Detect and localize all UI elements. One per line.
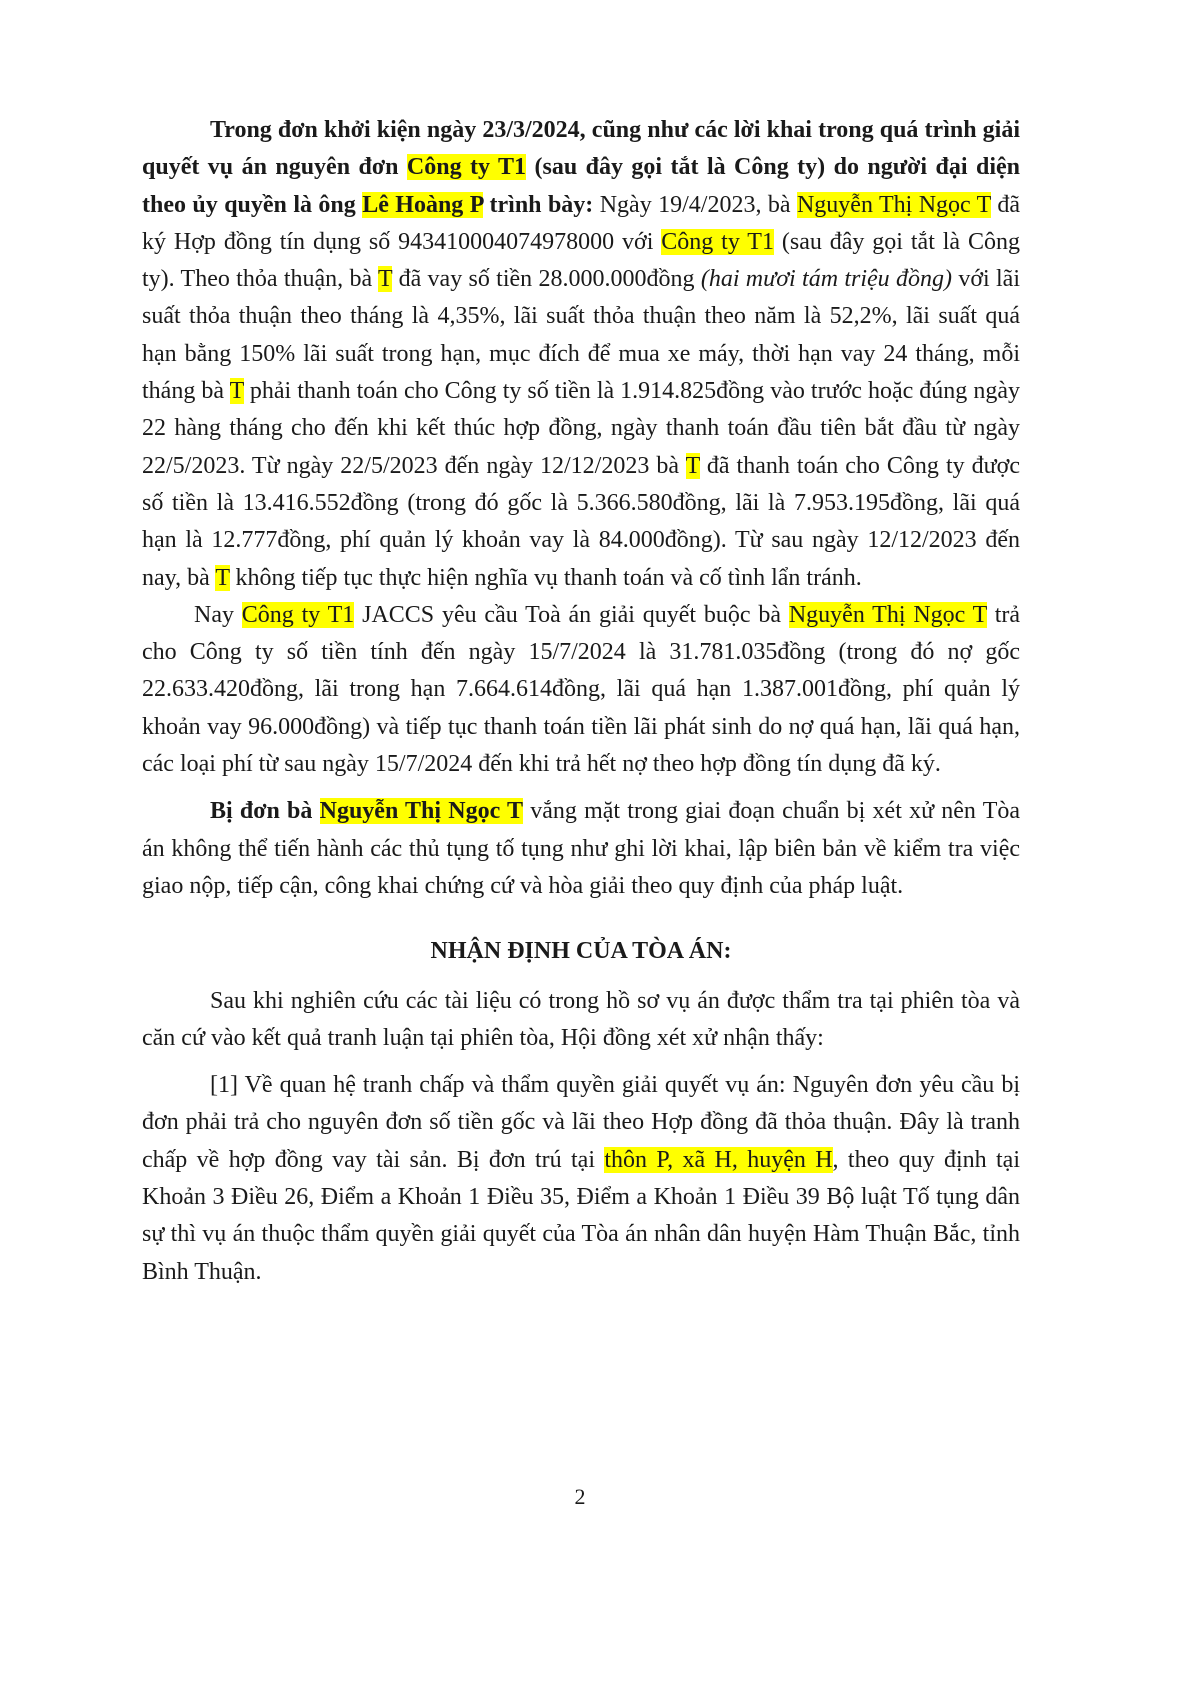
highlighted-text: T (229, 378, 244, 405)
text-segment: , theo quy định tại Khoản 3 Điều 26, Điểm a Khoản 1 Điều 35, Điểm a Khoản 1 Điều 39 Bộ luật Tố tụng dân sự thì vụ án thuộc thẩm quyền giải quyết của Tòa án nhân dân huyện Hàm Thuận Bắc, tỉnh Bình Thuận. (142, 1146, 1021, 1285)
highlighted-text: Công ty T1 (406, 154, 527, 181)
highlighted-text: Nguyễn Thị Ngọc T (319, 798, 524, 825)
text-segment: đã thanh toán cho Công ty được số tiền là 13.416.552đồng (trong đó gốc là 5.366.580đồng, lãi là 7.953.195đồng, lãi quá hạn là 12.777đồng, phí quản lý khoản vay là 84.000đồng). Từ sau ngày 12/12/2023 đến nay, bà (142, 452, 1020, 591)
highlighted-text: Công ty T1 (241, 601, 355, 628)
text-segment: Sau khi nghiên cứu các tài liệu có trong hồ sơ vụ án được thẩm tra tại phiên tòa và căn cứ vào kết quả tranh luận tại phiên tòa, Hội đồng xét xử nhận thấy: (142, 987, 1020, 1051)
document-page (142, 112, 1020, 1291)
highlighted-text: thôn P, xã H, huyện H (604, 1146, 833, 1173)
text-segment: trình bày: (483, 191, 594, 218)
plaintiff-claim-paragraph (142, 112, 1020, 597)
highlighted-text: Công ty T1 (661, 228, 774, 255)
defendant-paragraph (142, 793, 1020, 905)
text-segment: Trong đơn khởi kiện ngày 23/3/2024, cũng như các lời khai trong quá trình giải quyết vụ án nguyên đơn (142, 117, 1020, 181)
page-number: 2 (574, 1484, 586, 1509)
section-heading (142, 933, 1020, 970)
text-segment: phải thanh toán cho Công ty số tiền là 1.914.825đồng vào trước hoặc đúng ngày 22 hàng tháng cho đến khi kết thúc hợp đồng, ngày thanh toán đầu tiên bắt đầu từ ngày 22/5/2023. Từ ngày 22/5/2023 đến ngày 12/12/2023 bà (142, 378, 1020, 479)
text-segment: (hai mươi tám triệu đồng) (700, 266, 952, 293)
text-segment: trả cho Công ty số tiền tính đến ngày 15/7/2024 là 31.781.035đồng (trong đó nợ gốc 22.633.420đồng, lãi trong hạn 7.664.614đồng, lãi quá hạn 1.387.001đồng, phí quản lý khoản vay 96.000đồng) và tiếp tục thanh toán tiền lãi phát sinh do nợ quá hạn, lãi quá hạn, các loại phí từ sau ngày 15/7/2024 đến khi trả hết nợ theo hợp đồng tín dụng đã ký. (142, 601, 1021, 778)
text-segment: NHẬN ĐỊNH CỦA TÒA ÁN: (430, 938, 732, 965)
finding-1-paragraph (142, 1067, 1020, 1291)
plaintiff-request-paragraph (142, 597, 1020, 783)
text-segment: không tiếp tục thực hiện nghĩa vụ thanh toán và cố tình lẩn tránh. (229, 564, 862, 591)
text-segment: đã vay số tiền 28.000.000đồng (392, 266, 701, 293)
text-segment: (sau đây gọi tắt là Công ty) do người đại diện theo ủy quyền là ông (142, 154, 1021, 218)
text-segment: JACCS yêu cầu Toà án giải quyết buộc bà (354, 601, 789, 628)
text-segment: đã ký Hợp đồng tín dụng số 943410004074978000 với (142, 191, 1021, 255)
text-segment: với lãi suất thỏa thuận theo tháng là 4,35%, lãi suất thỏa thuận theo năm là 52,2%, lãi suất quá hạn bằng 150% lãi suất trong hạn, mục đích để mua xe máy, thời hạn vay 24 tháng, mỗi tháng bà (142, 266, 1020, 405)
highlighted-text: T (378, 266, 393, 293)
text-segment: [1] Về quan hệ tranh chấp và thẩm quyền giải quyết vụ án: Nguyên đơn yêu cầu bị đơn phải trả cho nguyên đơn số tiền gốc và lãi theo Hợp đồng đã thỏa thuận. Đây là tranh chấp về hợp đồng vay tài sản. Bị đơn trú tại (142, 1072, 1020, 1173)
highlighted-text: T (215, 564, 230, 591)
court-intro-paragraph (142, 983, 1020, 1058)
highlighted-text: T (685, 452, 700, 479)
text-segment: Nay (194, 601, 242, 628)
highlighted-text: Lê Hoàng P (362, 191, 484, 218)
text-segment: Ngày 19/4/2023, bà (593, 191, 797, 218)
highlighted-text: Nguyễn Thị Ngọc T (796, 191, 991, 218)
text-segment: Bị đơn bà (210, 798, 320, 825)
text-segment: vắng mặt trong giai đoạn chuẩn bị xét xử nên Tòa án không thể tiến hành các thủ tụng tố tụng như ghi lời khai, lập biên bản về kiểm tra việc giao nộp, tiếp cận, công khai chứng cứ và hòa giải theo quy định của pháp luật. (142, 798, 1021, 899)
text-segment: (sau đây gọi tắt là Công ty). Theo thỏa thuận, bà (142, 228, 1020, 293)
highlighted-text: Nguyễn Thị Ngọc T (788, 601, 987, 628)
